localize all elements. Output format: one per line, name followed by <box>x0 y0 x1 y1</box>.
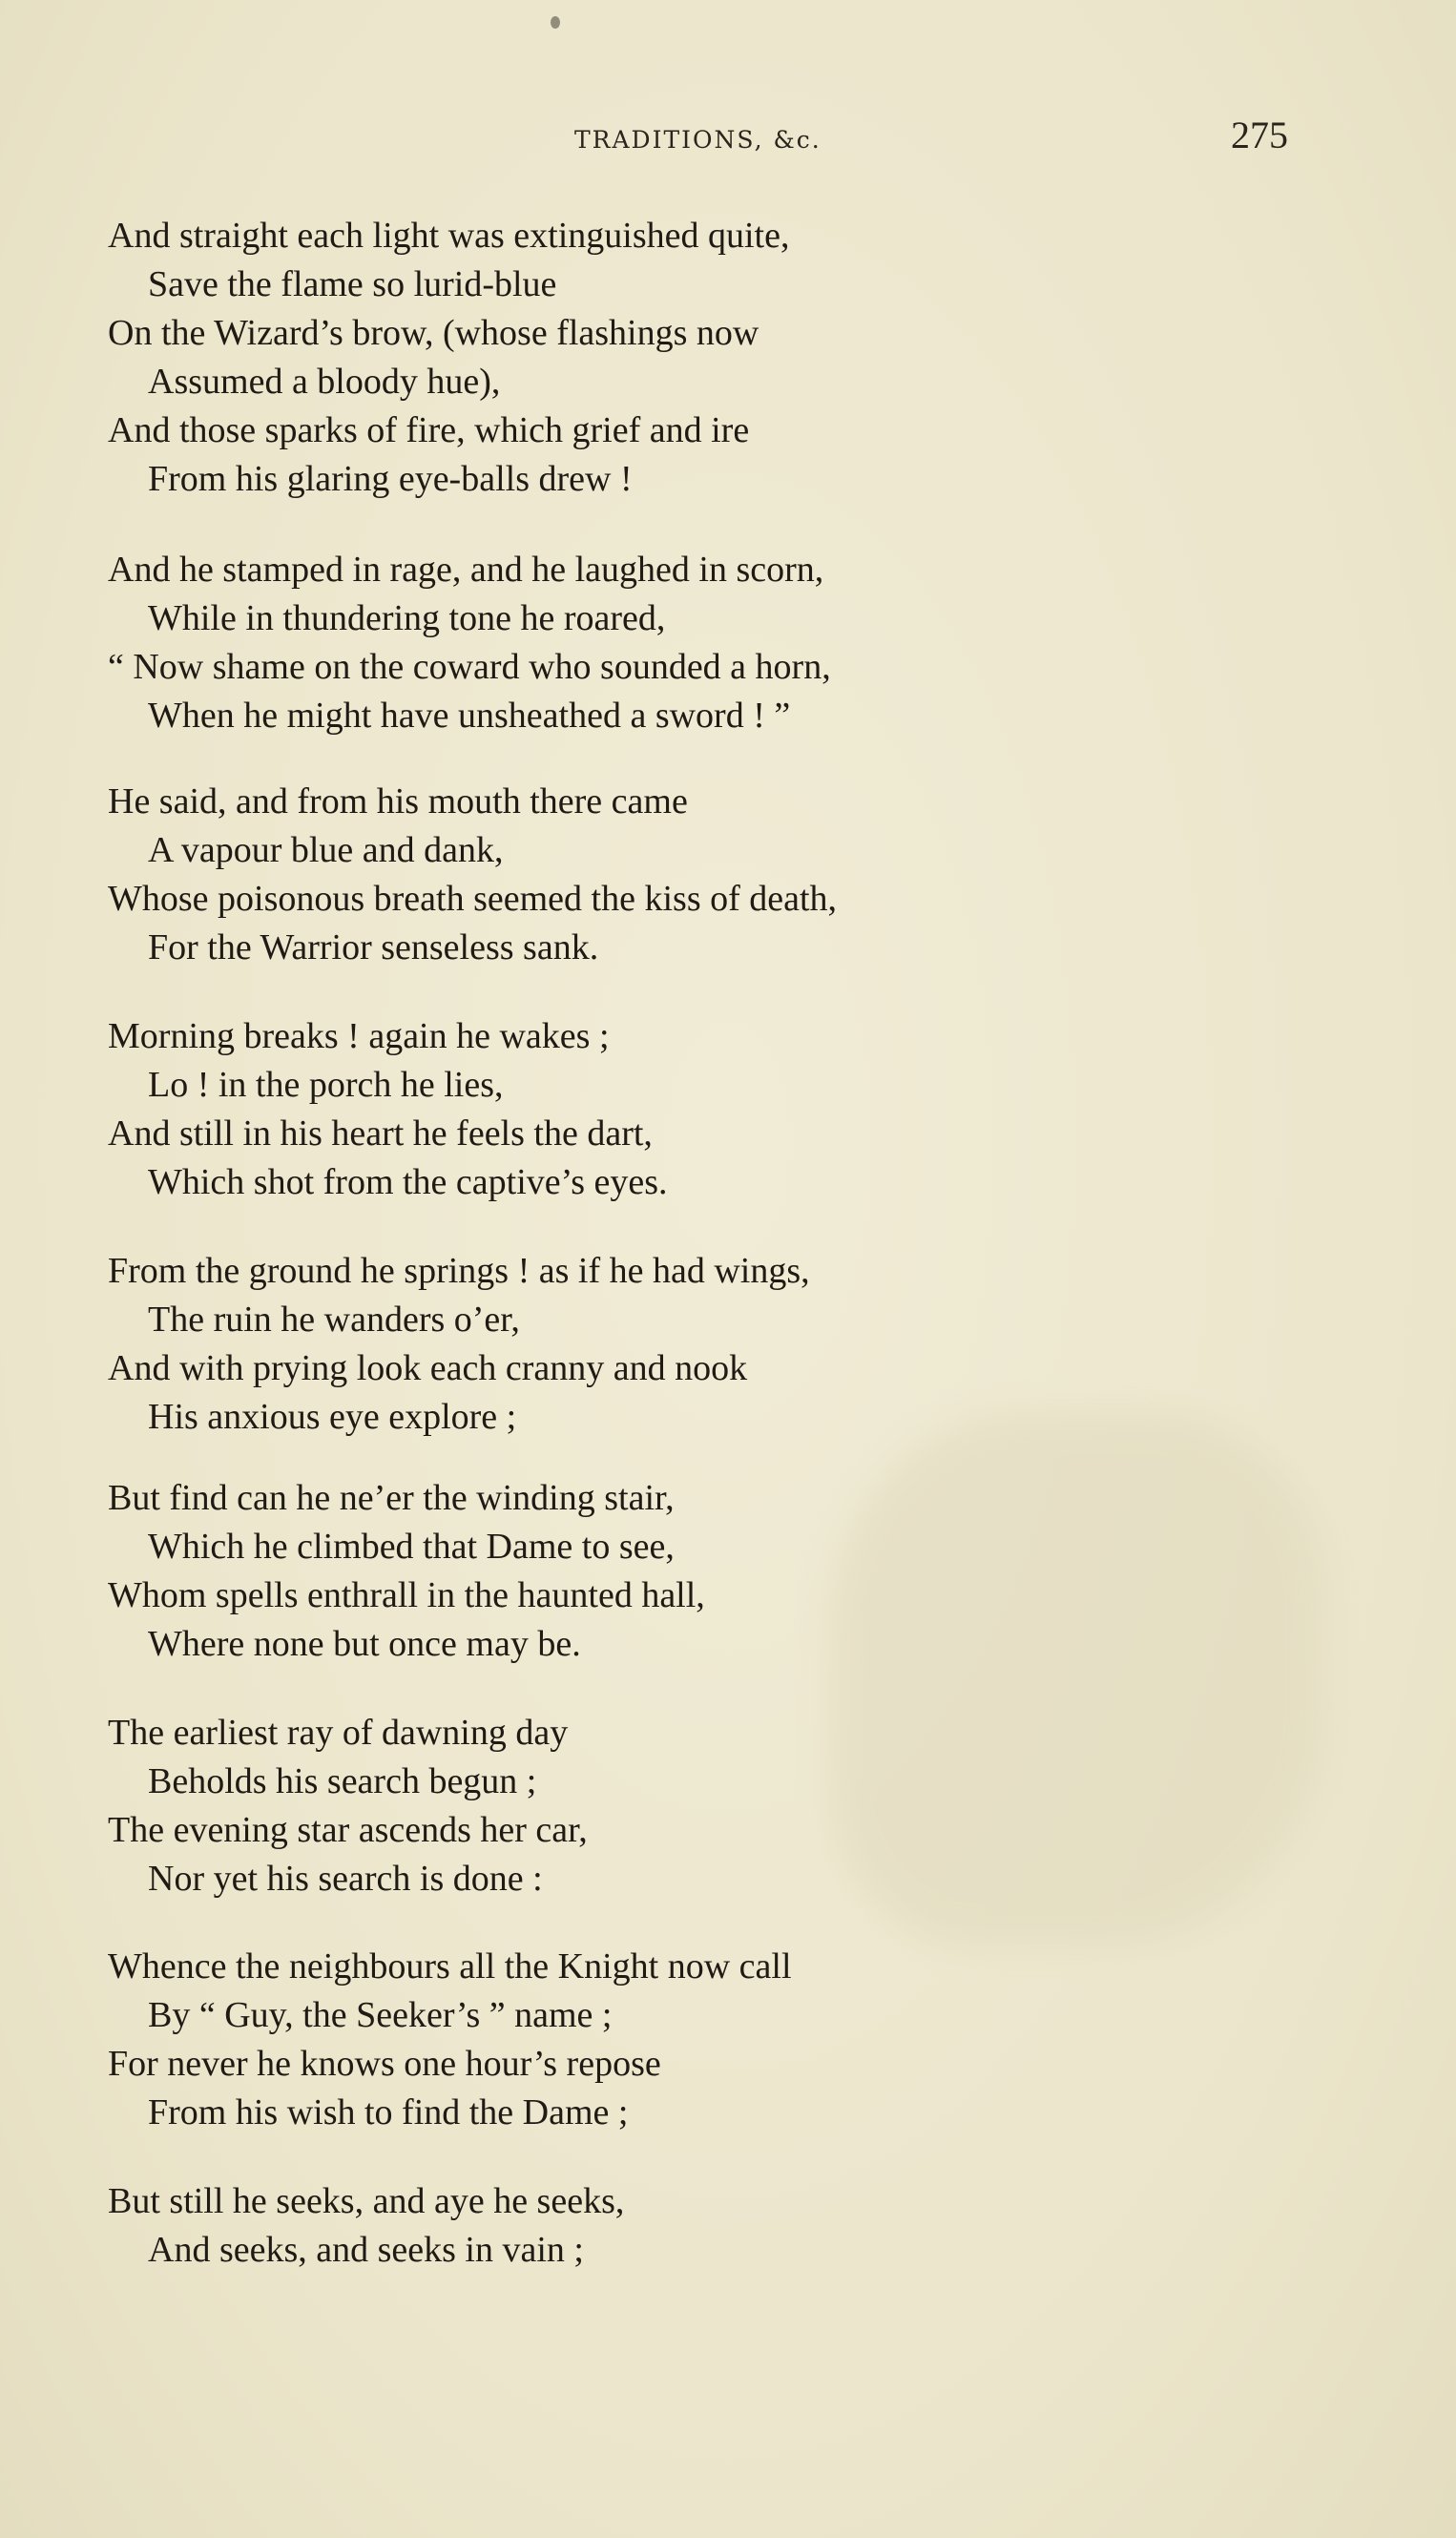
verse-line: Save the flame so lurid-blue <box>148 264 557 304</box>
verse-line: On the Wizard’s brow, (whose flashings now <box>108 313 759 353</box>
verse-line: For the Warrior senseless sank. <box>148 927 599 967</box>
stanza <box>0 778 1456 972</box>
stanza <box>0 2177 1456 2275</box>
verse-line: From his glaring eye-balls drew ! <box>148 459 633 499</box>
verse-line: When he might have unsheathed a sword ! ” <box>148 696 791 736</box>
stanza <box>0 1474 1456 1669</box>
verse-line: The earliest ray of dawning day <box>108 1713 569 1753</box>
verse-line: Where none but once may be. <box>148 1624 581 1664</box>
verse-line: From the ground he springs ! as if he had wings, <box>108 1251 810 1291</box>
stanza <box>0 1012 1456 1207</box>
verse-line: For never he knows one hour’s repose <box>108 2044 661 2084</box>
verse-line: And he stamped in rage, and he laughed in scorn, <box>108 550 824 590</box>
verse-line: Whence the neighbours all the Knight now call <box>108 1946 792 1987</box>
stanza <box>0 1943 1456 2137</box>
verse-line: Whose poisonous breath seemed the kiss of death, <box>108 879 838 919</box>
verse-line: By “ Guy, the Seeker’s ” name ; <box>148 1995 613 2035</box>
verse-line: And seeks, and seeks in vain ; <box>148 2230 584 2270</box>
verse-line: “ Now shame on the coward who sounded a horn, <box>108 647 831 687</box>
verse-line: He said, and from his mouth there came <box>108 781 688 822</box>
verse-line: Lo ! in the porch he lies, <box>148 1065 504 1105</box>
verse-line: From his wish to find the Dame ; <box>148 2092 629 2132</box>
verse-line: A vapour blue and dank, <box>148 830 504 870</box>
verse-line: But find can he ne’er the winding stair, <box>108 1478 675 1518</box>
stanza <box>0 1247 1456 1442</box>
verse-line: Which shot from the captive’s eyes. <box>148 1162 668 1202</box>
stanza <box>0 1709 1456 1904</box>
verse-line: The evening star ascends her car, <box>108 1810 588 1850</box>
verse-line: Whom spells enthrall in the haunted hall, <box>108 1575 705 1615</box>
verse-line: Morning breaks ! again he wakes ; <box>108 1016 610 1056</box>
stanza <box>0 546 1456 740</box>
verse-line: Nor yet his search is done : <box>148 1859 543 1899</box>
verse-line: And with prying look each cranny and nook <box>108 1348 748 1388</box>
stanza <box>0 212 1456 504</box>
verse-line: Which he climbed that Dame to see, <box>148 1527 675 1567</box>
running-head: TRADITIONS, &c. <box>574 126 822 154</box>
verse-line: Assumed a bloody hue), <box>148 362 501 402</box>
verse-line: But still he seeks, and aye he seeks, <box>108 2181 625 2221</box>
verse-line: And straight each light was extinguished quite, <box>108 216 790 256</box>
verse-line: While in thundering tone he roared, <box>148 598 666 638</box>
page-number: 275 <box>1231 114 1288 156</box>
verse-line: And those sparks of fire, which grief and ire <box>108 410 750 450</box>
verse-line: And still in his heart he feels the dart, <box>108 1113 653 1154</box>
verse-line: His anxious eye explore ; <box>148 1397 517 1437</box>
verse-line: Beholds his search begun ; <box>148 1761 537 1801</box>
verse-line: The ruin he wanders o’er, <box>148 1300 520 1340</box>
